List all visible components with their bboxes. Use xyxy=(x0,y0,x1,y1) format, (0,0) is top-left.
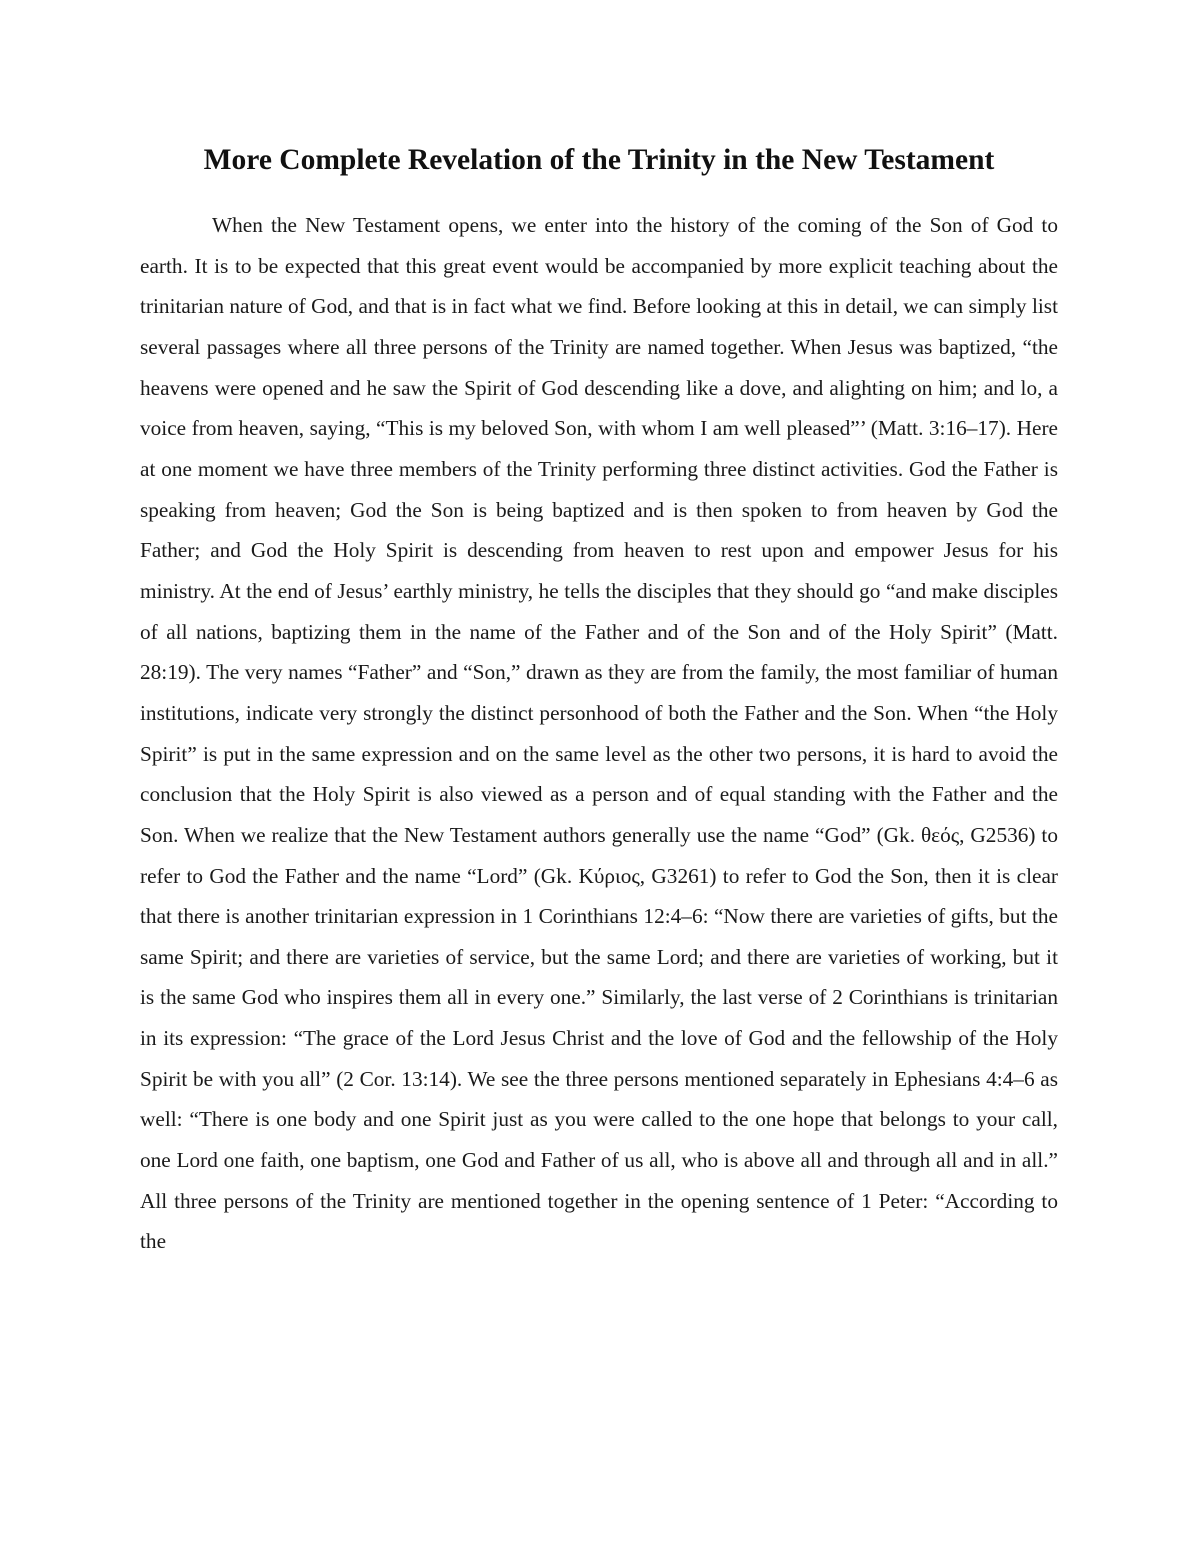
body-paragraph: When the New Testament opens, we enter into the history of the coming of the Son of God to earth. It is to be expected that this great event would be accompanied by more explicit teaching about the trinitarian nature of God, and that is in fact what we find. Before looking at this in detail, we can simply list several passages where all three persons of the Trinity are named together. When Jesus was baptized, “the heavens were opened and he saw the Spirit of God descending like a dove, and alighting on him; and lo, a voice from heaven, saying, “This is my beloved Son, with whom I am well pleased”’ (Matt. 3:16–17). Here at one moment we have three members of the Trinity performing three distinct activities. God the Father is speaking from heaven; God the Son is being baptized and is then spoken to from heaven by God the Father; and God the Holy Spirit is descending from heaven to rest upon and empower Jesus for his ministry. At the end of Jesus’ earthly ministry, he tells the disciples that they should go “and make disciples of all nations, baptizing them in the name of the Father and of the Son and of the Holy Spirit” (Matt. 28:19). The very names “Father” and “Son,” drawn as they are from the family, the most familiar of human institutions, indicate very strongly the distinct personhood of both the Father and the Son. When “the Holy Spirit” is put in the same expression and on the same level as the other two persons, it is hard to avoid the conclusion that the Holy Spirit is also viewed as a person and of equal standing with the Father and the Son. When we realize that the New Testament authors generally use the name “God” (Gk. θεός, G2536) to refer to God the Father and the name “Lord” (Gk. Κύριος, G3261) to refer to God the Son, then it is clear that there is another trinitarian expression in 1 Corinthians 12:4–6: “Now there are varieties of gifts, but the same Spirit; and there are varieties of service, but the same Lord; and there are varieties of working, but it is the same God who inspires them all in every one.” Similarly, the last verse of 2 Corinthians is trinitarian in its expression: “The grace of the Lord Jesus Christ and the love of God and the fellowship of the Holy Spirit be with you all” (2 Cor. 13:14). We see the three persons mentioned separately in Ephesians 4:4–6 as well: “There is one body and one Spirit just as you were called to the one hope that belongs to your call, one Lord one faith, one baptism, one God and Father of us all, who is above all and through all and in all.” All three persons of the Trinity are mentioned together in the opening sentence of 1 Peter: “According to the xyxy=(140,213,1058,1254)
document-title: More Complete Revelation of the Trinity in the New Testament xyxy=(203,144,995,176)
